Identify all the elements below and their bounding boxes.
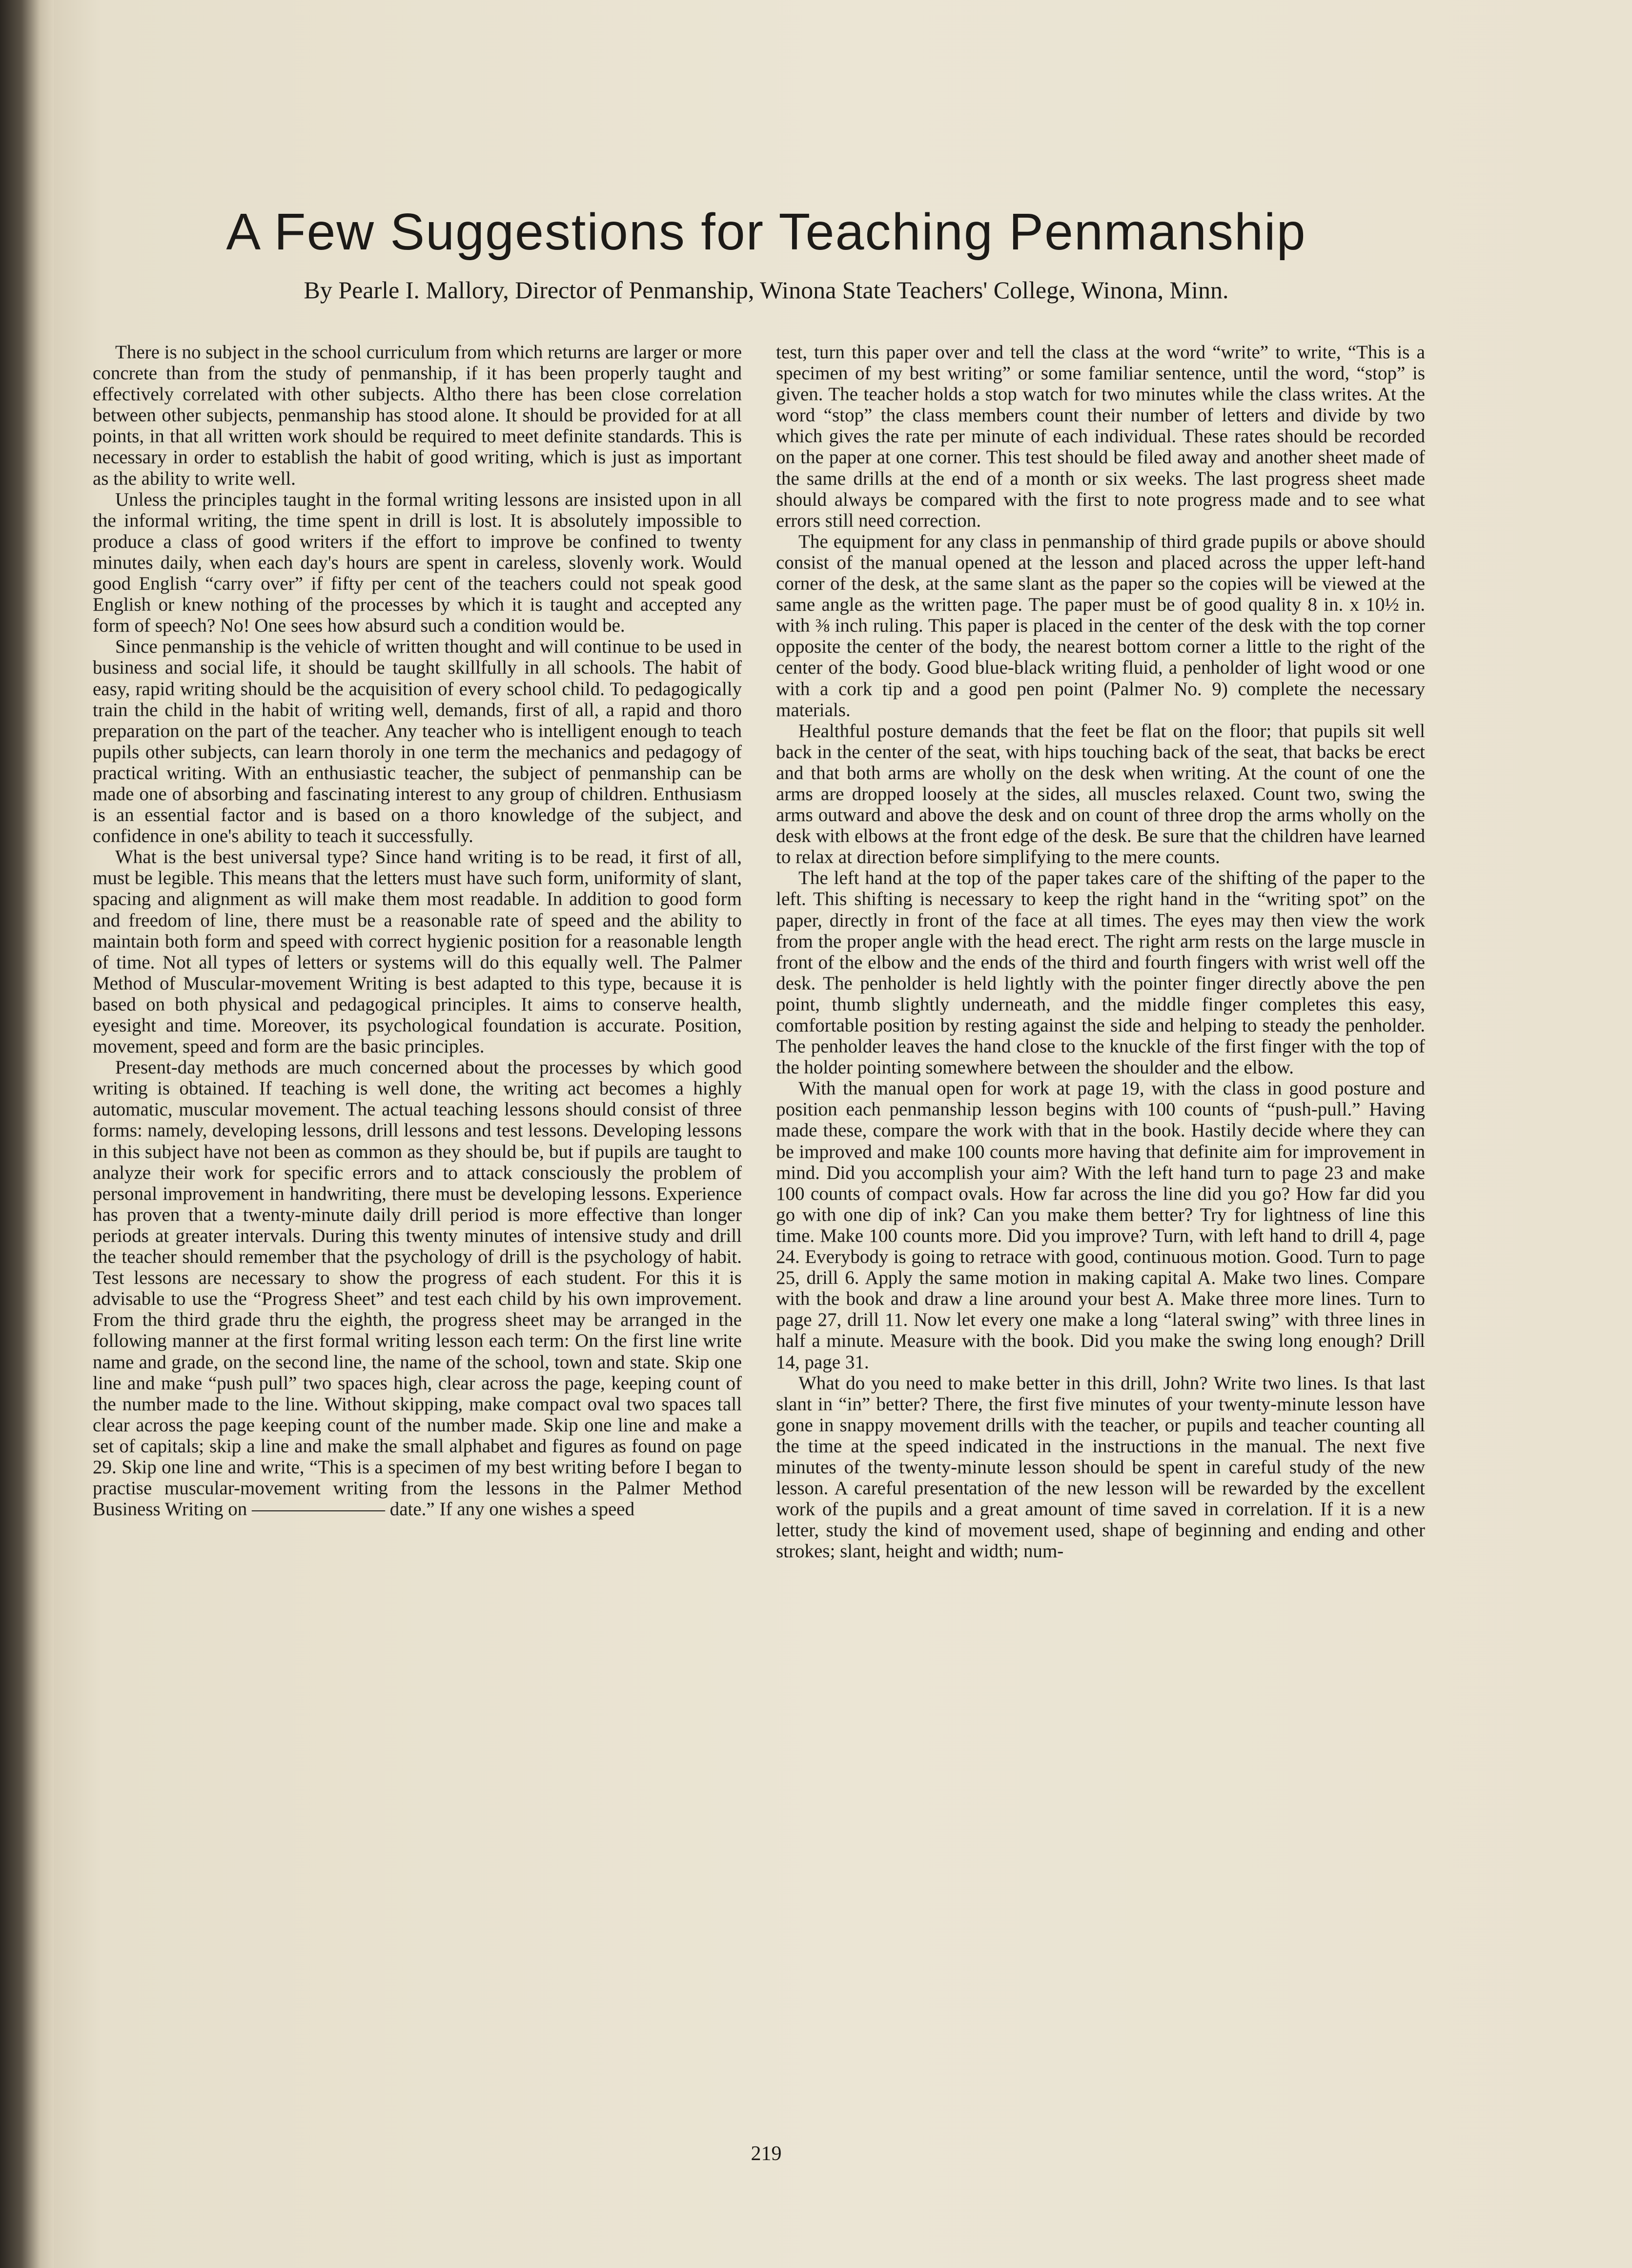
paragraph: There is no subject in the school curriculum from which returns are larger or more concrete than from the study of penmanship, if it has been properly taught and effectively correlated with other subjects. Altho there has been close correlation between other subjects, penmanship has stood alone. It should be provided for at all points, in that all written work should be required to meet definite standards. This is necessary in order to establish the habit of good writing, which is just as important as the ability to write well. — [93, 342, 742, 489]
right-column — [776, 342, 1425, 1562]
page-number: 219 — [751, 2143, 782, 2165]
paragraph: Since penmanship is the vehicle of written thought and will continue to be used in business and social life, it should be taught skillfully in all schools. The habit of easy, rapid writing should be the acquisition of every school child. To pedagogically train the child in the habit of writing well, demands, first of all, a rapid and thoro preparation on the part of the teacher. Any teacher who is intelligent enough to teach pupils other subjects, can learn thoroly in one term the mechanics and pedagogy of practical writing. With an enthusiastic teacher, the subject of penmanship can be made one of absorbing and fascinating interest to any group of children. Enthusiasm is an essential factor and is based on a thoro knowledge of the subject, and confidence in one's ability to teach it successfully. — [93, 636, 742, 847]
paragraph: The equipment for any class in penmanship of third grade pupils or above should consist of the manual opened at the lesson and placed across the upper left-hand corner of the desk, at the same slant as the paper so the copies will be viewed at the same angle as the written page. The paper must be of good quality 8 in. x 10½ in. with ⅜ inch ruling. This paper is placed in the center of the desk with the top corner opposite the center of the body, the nearest bottom corner a little to the right of the center of the body. Good blue-black writing fluid, a penholder of light wood or one with a cork tip and a good pen point (Palmer No. 9) complete the necessary materials. — [776, 531, 1425, 721]
article-title: A Few Suggestions for Teaching Penmanship — [226, 203, 1306, 261]
article-byline: By Pearle I. Mallory, Director of Penmanship, Winona State Teachers' College, Winona, Minn. — [304, 276, 1229, 304]
paragraph: Present-day methods are much concerned about the processes by which good writing is obtained. If teaching is well done, the writing act becomes a highly automatic, muscular movement. The actual teaching lessons should consist of three forms: namely, developing lessons, drill lessons and test lessons. Developing lessons in this subject have not been as common as they should be, but if pupils are taught to analyze their work for specific errors and to attack consciously the problem of personal improvement in handwriting, there must be developing lessons. Experience has proven that a twenty-minute daily drill period is more effective than longer periods at greater intervals. During this twenty minutes of intensive study and drill the teacher should remember that the psychology of drill is the psychology of habit. Test lessons are necessary to show the progress of each student. For this it is advisable to use the “Progress Sheet” and test each child by his own improvement. From the third grade thru the eighth, the progress sheet may be arranged in the following manner at the first formal writing lesson each term: On the first line write name and grade, on the second line, the name of the school, town and state. Skip one line and make “push pull” two spaces high, clear across the page, keeping count of the number made to the line. Without skipping, make compact oval two spaces tall clear across the page keeping count of the number made. Skip one line and make a set of capitals; skip a line and make the small alphabet and figures as found on page 29. Skip one line and write, “This is a specimen of my best writing before I began to practise muscular-movement writing from the lessons in the Palmer Method Business Writing on ——————— date.” If any one wishes a speed — [93, 1057, 742, 1520]
paragraph: Healthful posture demands that the feet be flat on the floor; that pupils sit well back in the center of the seat, with hips touching back of the seat, that backs be erect and that both arms are wholly on the desk when writing. At the count of one the arms are dropped loosely at the sides, all muscles relaxed. Count two, swing the arms outward and above the desk and on count of three drop the arms wholly on the desk with elbows at the front edge of the desk. Be sure that the children have learned to relax at direction before simplifying to the mere counts. — [776, 720, 1425, 868]
book-binding-shadow — [0, 0, 54, 2268]
left-column — [93, 342, 742, 1520]
paragraph: What is the best universal type? Since hand writing is to be read, it first of all, must be legible. This means that the letters must have such form, uniformity of slant, spacing and alignment as will make them most readable. In addition to good form and freedom of line, there must be a reasonable rate of speed and the ability to maintain both form and speed with correct hygienic position for a reasonable length of time. Not all types of letters or systems will do this equally well. The Palmer Method of Muscular-movement Writing is best adapted to this type, because it is based on both physical and pedagogical principles. It aims to conserve health, eyesight and time. Moreover, its psychological foundation is accurate. Position, movement, speed and form are the basic principles. — [93, 846, 742, 1057]
paragraph: What do you need to make better in this drill, John? Write two lines. Is that last slant in “in” better? There, the first five minutes of your twenty-minute lesson have gone in snappy movement drills with the teacher, or pupils and teacher counting all the time at the speed indicated in the instructions in the manual. The next five minutes of the twenty-minute lesson should be spent in careful study of the new lesson. A careful presentation of the new lesson will be rewarded by the excellent work of the pupils and a great amount of time saved in correlation. If it is a new letter, study the kind of movement used, shape of beginning and ending and other strokes; slant, height and width; num- — [776, 1372, 1425, 1562]
paragraph: The left hand at the top of the paper takes care of the shifting of the paper to the left. This shifting is necessary to keep the right hand in the “writing spot” on the paper, directly in front of the face at all times. The eyes may then view the work from the proper angle with the head erect. The right arm rests on the large muscle in front of the elbow and the ends of the third and fourth fingers with wrist well off the desk. The penholder is held lightly with the pointer finger directly above the pen point, thumb slightly underneath, and the middle finger completes this easy, comfortable position by resting against the side and helping to steady the penholder. The penholder leaves the hand close to the knuckle of the first finger with the top of the holder pointing somewhere between the shoulder and the elbow. — [776, 867, 1425, 1078]
paragraph: Unless the principles taught in the formal writing lessons are insisted upon in all the informal writing, the time spent in drill is lost. It is absolutely impossible to produce a class of good writers if the effort to improve be confined to twenty minutes daily, when each day's hours are spent in careless, slovenly work. Would good English “carry over” if fifty per cent of the teachers could not speak good English or knew nothing of the processes by which it is taught and accepted any form of speech? No! One sees how absurd such a condition would be. — [93, 489, 742, 637]
paragraph: test, turn this paper over and tell the class at the word “write” to write, “This is a specimen of my best writing” or some familiar sentence, until the word, “stop” is given. The teacher holds a stop watch for two minutes while the class writes. At the word “stop” the class members count their number of letters and divide by two which gives the rate per minute of each individual. These rates should be recorded on the paper at one corner. This test should be filed away and another sheet made of the same drills at the end of a month or six weeks. The last progress sheet made should always be compared with the first to note progress made and to see what errors still need correction. — [776, 342, 1425, 531]
paragraph: With the manual open for work at page 19, with the class in good posture and position each penmanship lesson begins with 100 counts of “push-pull.” Having made these, compare the work with that in the book. Hastily decide where they can be improved and make 100 counts more having that definite aim for improvement in mind. Did you accomplish your aim? With the left hand turn to page 23 and make 100 counts of compact ovals. How far across the line did you go? How far did you go with one dip of ink? Can you make them better? Try for lightness of line this time. Make 100 counts more. Did you improve? Turn, with left hand to drill 4, page 24. Everybody is going to retrace with good, continuous motion. Good. Turn to page 25, drill 6. Apply the same motion in making capital A. Make two lines. Compare with the book and draw a line around your best A. Make three more lines. Turn to page 27, drill 11. Now let every one make a long “lateral swing” with three lines in half a minute. Measure with the book. Did you make the swing long enough? Drill 14, page 31. — [776, 1078, 1425, 1373]
